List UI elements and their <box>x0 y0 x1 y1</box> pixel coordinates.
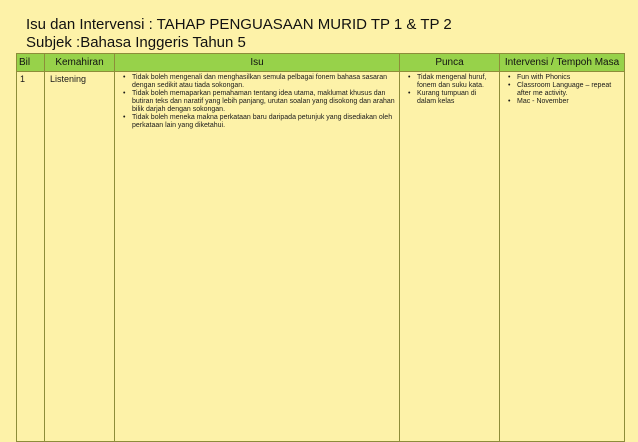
intervensi-list <box>500 72 624 106</box>
punca-item: • Tidak mengenal huruf, fonem dan suku kata. <box>408 74 487 89</box>
punca-list <box>400 72 499 106</box>
isu-list <box>115 72 399 130</box>
table-header-row <box>17 54 625 72</box>
kemahiran-value: Listening <box>50 74 87 84</box>
col-header-bil: Bil <box>17 54 45 72</box>
intervensi-item: • Fun with Phonics <box>508 74 571 81</box>
page-title: Isu dan Intervensi : TAHAP PENGUASAAN MURID TP 1 & TP 2 <box>26 16 452 33</box>
table-row <box>17 72 625 442</box>
col-header-kemahiran: Kemahiran <box>45 54 115 72</box>
punca-item: • Kurang tumpuan di dalam kelas <box>408 90 477 105</box>
isu-item: • Tidak boleh meneka makna perkataan baru daripada petunjuk yang disediakan oleh perkataan lain yang diketahui. <box>123 114 393 129</box>
issues-table <box>16 53 625 442</box>
cell-bil <box>17 72 45 442</box>
cell-kemahiran <box>45 72 115 442</box>
cell-intervensi <box>500 72 625 442</box>
intervensi-item: • Mac - November <box>508 98 569 105</box>
cell-punca <box>400 72 500 442</box>
isu-item: • Tidak boleh memaparkan pemahaman tentang idea utama, maklumat khusus dan butiran teks dan naratif yang lebih panjang, urutan soalan yang disokong dan arahan bilik darjah dengan sokongan. <box>123 90 395 113</box>
intervensi-item: • Classroom Language – repeat after me activity. <box>508 82 612 97</box>
bil-value: 1 <box>20 74 26 84</box>
col-header-isu: Isu <box>115 54 400 72</box>
isu-item: • Tidak boleh mengenali dan menghasilkan semula pelbagai fonem bahasa sasaran dengan sedikit atau tiada sokongan. <box>123 74 388 89</box>
cell-isu <box>115 72 400 442</box>
col-header-intervensi: Intervensi / Tempoh Masa <box>500 54 625 72</box>
col-header-punca: Punca <box>400 54 500 72</box>
page-subtitle: Subjek :Bahasa Inggeris Tahun 5 <box>26 34 246 51</box>
